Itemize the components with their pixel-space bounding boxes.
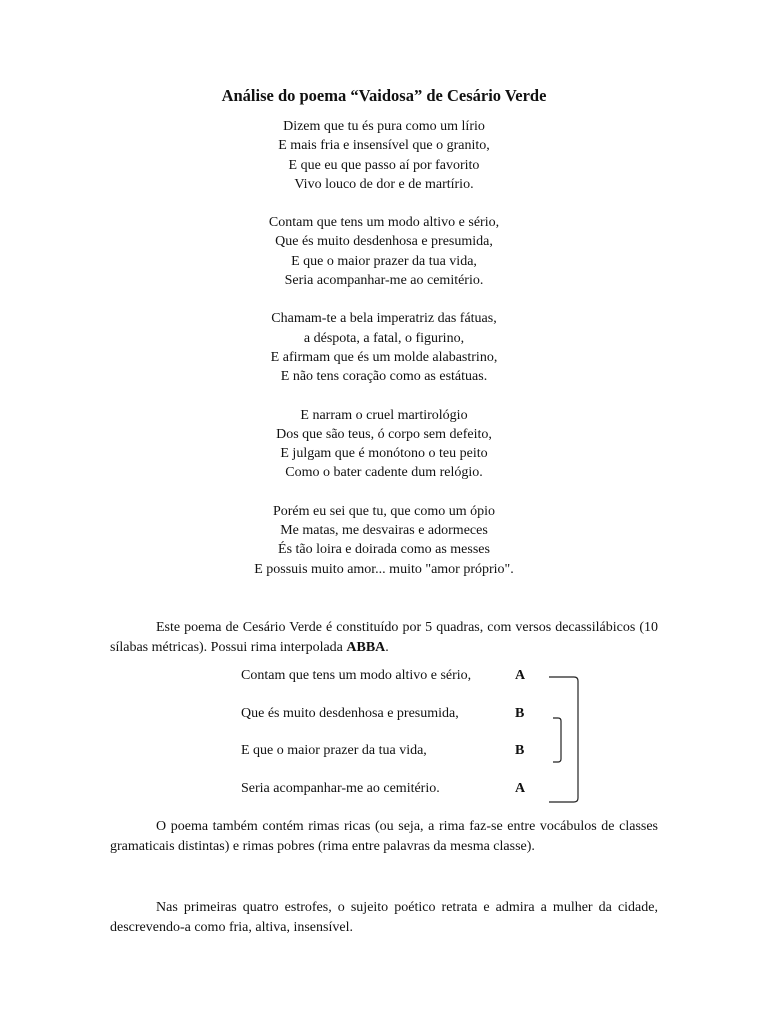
- verse: a déspota, a fatal, o figurino,: [303, 330, 465, 346]
- verse: Me matas, me desvairas e adormeces: [280, 523, 488, 539]
- verse: Chamam-te a bela imperatriz das fátuas,: [271, 311, 497, 327]
- rhyme-letter: A: [515, 780, 526, 796]
- rhyme-letter: B: [515, 705, 525, 721]
- verse: E possuis muito amor... muito "amor próprio".: [254, 561, 514, 577]
- verse: E que eu que passo aí por favorito: [288, 157, 480, 173]
- verse: És tão loira e doirada como as messes: [278, 542, 490, 558]
- rhyme-pattern-bold: ABBA: [346, 639, 386, 655]
- verse: E que o maior prazer da tua vida,: [291, 253, 477, 269]
- verse: E não tens coração como as estátuas.: [280, 369, 488, 385]
- verse: E mais fria e insensível que o granito,: [278, 138, 490, 154]
- verse: Vivo louco de dor e de martírio.: [294, 176, 474, 192]
- paragraph-text: Este poema de Cesário Verde é constituído por 5 quadras, com versos decassilábicos (10 sílabas métricas). Possui rima interpolada: [110, 620, 658, 655]
- verse: Que és muito desdenhosa e presumida,: [275, 234, 493, 250]
- verse: E afirmam que és um molde alabastrino,: [270, 349, 498, 365]
- inner-bracket-b: [553, 718, 561, 762]
- analysis-paragraph-rhymes: O poema também contém rimas ricas (ou seja, a rima faz-se entre vocábulos de classes gramaticais distintas) e rimas pobres (rima entre palavras da mesma classe).: [110, 819, 658, 854]
- rhyme-letter: A: [515, 668, 526, 683]
- verse: Dos que são teus, ó corpo sem defeito,: [276, 426, 492, 442]
- verse: E narram o cruel martirológio: [300, 407, 468, 423]
- analysis-paragraph-subject: Nas primeiras quatro estrofes, o sujeito poético retrata e admira a mulher da cidade, descrevendo-a como fria, altiva, insensível.: [110, 900, 658, 935]
- verse: Dizem que tu és pura como um lírio: [283, 119, 485, 134]
- rhyme-verse: E que o maior prazer da tua vida,: [241, 743, 427, 758]
- paragraph-end: .: [385, 639, 389, 655]
- rhyme-verse: Que és muito desdenhosa e presumida,: [241, 705, 459, 721]
- page-title: Análise do poema “Vaidosa” de Cesário Verde: [221, 86, 547, 105]
- outer-bracket-a: [549, 677, 578, 802]
- verse: E julgam que é monótono o teu peito: [280, 446, 488, 462]
- verse: Porém eu sei que tu, que como um ópio: [272, 503, 496, 519]
- rhyme-verse: Contam que tens um modo altivo e sério,: [241, 668, 472, 683]
- rhyme-verse: Seria acompanhar-me ao cemitério.: [241, 780, 440, 796]
- verse: Como o bater cadente dum relógio.: [285, 465, 483, 481]
- verse: Contam que tens um modo altivo e sério,: [268, 215, 500, 231]
- verse: Seria acompanhar-me ao cemitério.: [284, 273, 484, 289]
- rhyme-letter: B: [515, 743, 525, 758]
